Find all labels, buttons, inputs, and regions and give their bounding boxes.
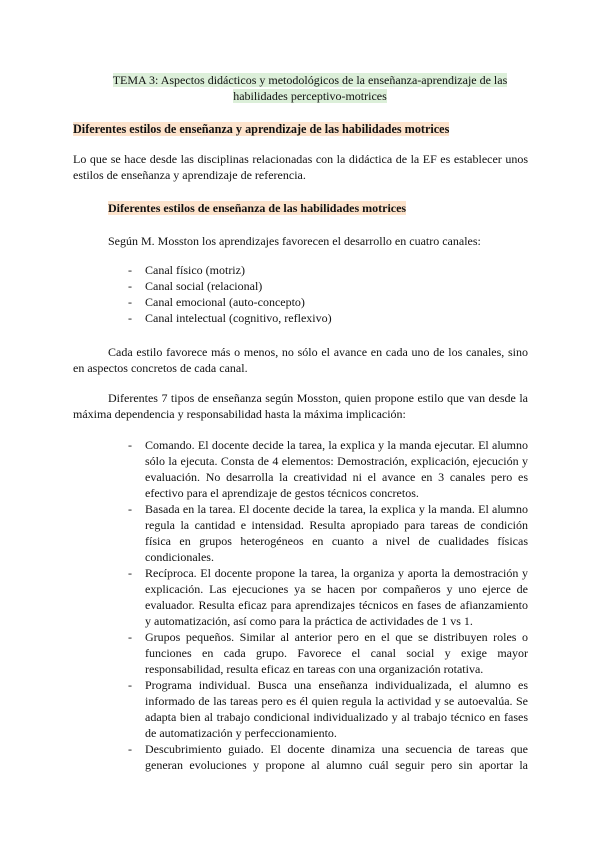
list-item: - Canal intelectual (cognitivo, reflexivo) [128,310,332,326]
document-title [100,72,520,104]
list-item: - Descubrimiento guiado. El docente dinamiza una secuencia de tareas que generan evoluciones y propone al alumno cuál seguir pero sin aportar la [128,741,528,773]
paragraph-canals: Cada estilo favorece más o menos, no sólo el avance en cada uno de los canales, sino en aspectos concretos de cada canal. [73,345,528,375]
canals-list [128,262,332,326]
subsection-heading-text: Diferentes estilos de enseñanza de las habilidades motrices [108,201,407,215]
list-item: - Basada en la tarea. El docente decide la tarea, la explica y la manda. El alumno regula la cantidad e intensidad. Resulta apropiado para tareas de condición física en grupos heterogéneos en cuanto a nivel de cualidades físicas condicionales. [128,501,528,565]
list-item: - Canal físico (motriz) [128,262,332,278]
styles-list [128,437,528,773]
intro-paragraph: Lo que se hace desde las disciplinas relacionadas con la didáctica de la EF es establecer unos estilos de enseñanza y aprendizaje de referencia. [73,152,528,182]
title-line-2: habilidades perceptivo-motrices [233,89,387,103]
list-item: - Canal emocional (auto-concepto) [128,294,332,310]
list-item: - Canal social (relacional) [128,278,332,294]
list-item: - Comando. El docente decide la tarea, la explica y la manda ejecutar. El alumno sólo la ejecuta. Consta de 4 elementos: Demostración, explicación, ejecución y evaluación. No desarrolla la creatividad ni el avance en 3 canales pero es efectivo para el aprendizaje de gestos técnicos concretos. [128,437,528,501]
list-item: - Recíproca. El docente propone la tarea, la organiza y aporta la demostración y explicación. Las ejecuciones ya se hacen por compañeros y uno ejerce de evaluador. Resulta eficaz para aprendizajes técnicos en fases de afianzamiento y automatización, así como para la práctica de actividades de 1 vs 1. [128,565,528,629]
title-line-1: TEMA 3: Aspectos didácticos y metodológicos de la enseñanza-aprendizaje de las [112,73,508,87]
section-heading-text: Diferentes estilos de enseñanza y aprendizaje de las habilidades motrices [73,122,450,136]
list-item: - Grupos pequeños. Similar al anterior pero en el que se distribuyen roles o funciones en cada grupo. Favorece el canal social y exige mayor responsabilidad, resulta eficaz en tareas con una organización rotativa. [128,629,528,677]
list-item: - Programa individual. Busca una enseñanza individualizada, el alumno es informado de las tareas pero es él quien regula la actividad y se autoevalúa. Se adapta bien al trabajo condicional individualizado y al trabajo técnico en fases de automatización y perfeccionamiento. [128,677,528,741]
mosston-intro: Según M. Mosston los aprendizajes favorecen el desarrollo en cuatro canales: [108,234,481,248]
paragraph-styles-intro: Diferentes 7 tipos de enseñanza según Mosston, quien propone estilo que van desde la máxima dependencia y responsabilidad hasta la máxima implicación: [73,391,528,421]
subsection-heading [108,201,406,216]
section-heading [73,122,449,137]
